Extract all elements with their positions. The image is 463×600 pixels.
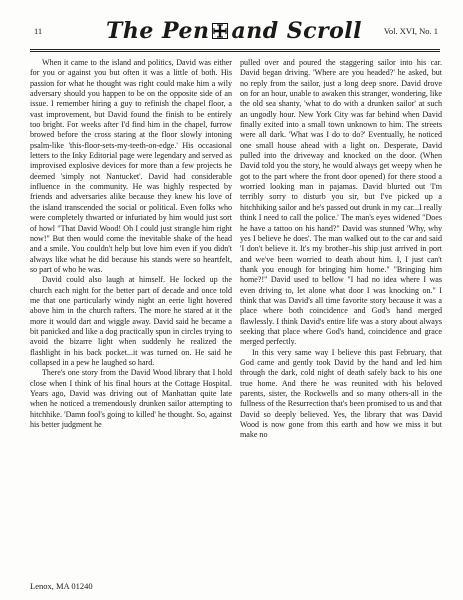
paragraph: pulled over and poured the staggering sailor into his car. David began driving. 'Where are you headed?' he asked, but no reply from the sailor, just a long deep snore. David drove on for an hour, unable to awaken this stranger, wondering, like the old sea shanty, 'what to do with a drunken sailor' at such an ungodly hour. New York City was far behind when David finally exited into a small town unknown to him. The streets were all dark. 'What was I do to do?' Eventually, he noticed one small house ahead with a light on. Desperate, David pulled into the driveway and knocked on the door. (When David told you the story, he would always get weepy when he got to the part where the front door opened) for there stood a worried looking man in pajamas. David blurted out 'I'm terribly sorry to disturb you sir, but I've picked up a hitchhiking sailor and he's passed out drunk in my car...I really think I need to call the police.' The man's eyes widened "Does he have a tattoo on his hand?" David was stunned 'Why, why yes I believe he does'. The man walked out to the car and said 'I don't believe it. It's my brother–his ship just arrived in port and we've been worried to death about him. I, I just can't thank you enough for bringing him home." "Bringing him home?!" David used to bellow "I had no idea where I was even driving to, let alone what door I was knocking on." I think that was David's all time favorite story because it was a place where both coincidence and God's hand merged flawlessly. I think David's entire life was a story about always seeking that place where God's hand, coincidence and grace merged perfectly. (240, 58, 442, 347)
paragraph: There's one story from the David Wood library that I hold close when I think of his final hours at the Cottage Hospital. Years ago, David was driving out of Manhattan quite late when he noticed a tremendously drunken sailor attempting to hitchhike. 'Damn fool's going to killed' he thought. So, against his better judgment he (30, 368, 232, 430)
page-number: 11 (34, 26, 43, 36)
right-column (240, 58, 442, 576)
title-part-1: The Pen (105, 18, 210, 44)
paragraph: When it came to the island and politics, David was either for you or against you but often it was a little of both. His passion for what he thought was right could make him a wily adversary should you happen to be on the opposite side of an issue. I remember hiring a guy to refinish the chapel floor, a vast improvement, but David found the finish to be entirely too bright. For weeks after I'd find him in the chapel, furrow browed before the cross staring at the floor slowly intoning psalm-like 'this-floor-sets-my-teeth-on-edge.' His occasional letters to the Inky Editorial page were legendary and served as improvised explosive devices for more than a few projects he deemed 'simply not Nantucket'. David had considerable influence in the community. He was highly respected by friends and adversaries alike because they knew his love of the island transcended the social or political. Even folks who were completely thwarted or infuriated by him would just sort of howl "That David Wood! Oh I could just strangle him right now!" But then would come the inevitable shake of the head and a smile. You couldn't help but love him even if you didn't always like what he did because his stands were so heartfelt, so part of who he was. (30, 58, 232, 274)
newsletter-title (28, 18, 440, 44)
cross-ornament-icon (212, 23, 228, 39)
volume-issue: Vol. XVI, No. 1 (383, 26, 438, 36)
footer-location: Lenox, MA 01240 (30, 581, 93, 591)
paragraph: In this very same way I believe this past February, that God came and gently took David by the hand and led him through the dark, cold night of death safely back to his one true home. And there he was reunited with his beloved parents, sister, the Rockwells and so many others-all in the fullness of the Resurrection that's been promised to us and that David so deeply believed. Yes, the library that was David Wood is now gone from this earth and how we miss it but make no (240, 347, 442, 440)
left-column (30, 58, 232, 576)
header-rule (30, 49, 440, 50)
article-body (30, 58, 442, 576)
title-part-2: and Scroll (231, 18, 363, 44)
paragraph: David could also laugh at himself. He locked up the church each night for the better part of decade and once told me that one particularly windy night an eerie light hovered above him in the church rafters. The more he stared at it the more it would dart and wiggle away. David said he became a bit panicked and like a dog practically spun in circles trying to avoid the bizarre light when suddenly he realized the flashlight in his back pocket...it was turned on. He said he collapsed in a pew he laughed so hard. (30, 275, 232, 367)
header-rule-double (30, 51, 440, 52)
masthead (28, 20, 440, 46)
